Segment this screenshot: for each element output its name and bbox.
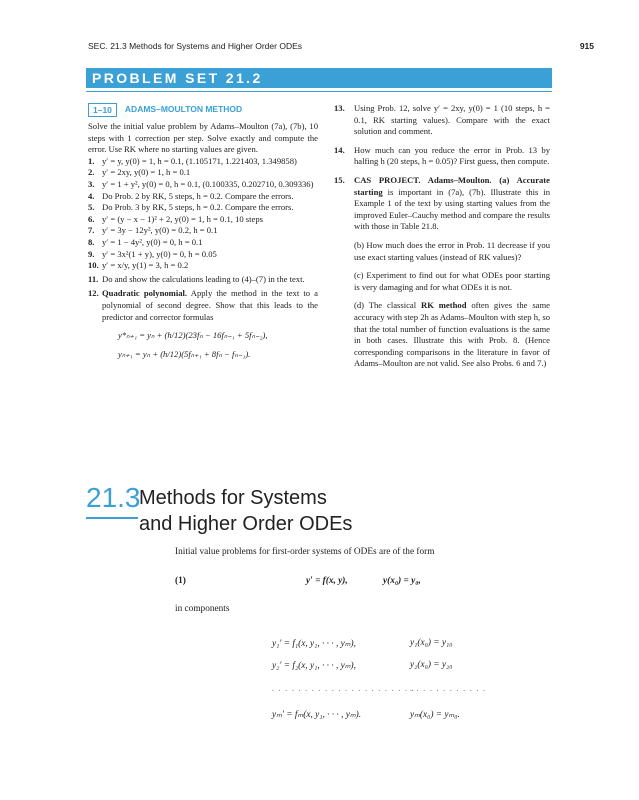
problem-15 (334, 175, 550, 233)
problem-15-part-c: (c) Experiment to find out for what ODEs poor starting is very damaging and for what ODEs it is not. (354, 270, 550, 292)
problem-text: y′ = 3x²(1 + y), y(0) = 0, h = 0.05 (102, 248, 217, 259)
corrector-formula: yₙ₊₁ = yₙ + (h/12)(5fₙ₊₁ + 8fₙ − fₙ₋₁). (118, 349, 251, 360)
problem-text: Do Prob. 3 by RK, 5 steps, h = 0.2. Compare the errors. (102, 202, 294, 213)
problem-number: 2. (88, 167, 95, 178)
problem-12 (88, 288, 318, 323)
problem-4 (88, 191, 318, 203)
problem-11 (88, 274, 318, 286)
banner-rule (86, 91, 552, 92)
section-intro: Initial value problems for first-order systems of ODEs are of the form (175, 547, 435, 557)
part-d-label: (d) The classical (354, 300, 417, 311)
problem-text: Do and show the calculations leading to (4)–(7) in the text. (102, 273, 305, 284)
problem-number: 7. (88, 225, 95, 236)
section-title (139, 485, 469, 537)
predictor-formula: y*ₙ₊₁ = yₙ + (h/12)(23fₙ − 16fₙ₋₁ + 5fₙ₋₂), (118, 330, 268, 341)
problem-number: 14. (334, 144, 345, 155)
part-d-text: often gives the same accuracy with step 2h as Adams–Moulton with step h, so that the total number of function evaluations is the same in both cases. Illustrate this with Prob. 8. (Hence corresponding comparisons in the literature in favor of Adams–Moulton are not valid. See also Probs. 6 and 7.) (354, 300, 550, 369)
problems-instructions: Solve the initial value problem by Adams–Moulton (7a), (7b), 10 steps with 1 correction per step. Solve exactly and compute the error. Use RK where no starting values are given. (88, 121, 318, 155)
problem-text: How much can you reduce the error in Prob. 13 by halfing h (20 steps, h = 0.05)? First guess, then compute. (354, 144, 550, 167)
component-eq-2: y₂′ = f₂(x, y₁, · · · , yₘ), (272, 661, 356, 671)
problem-number: 6. (88, 213, 95, 224)
problem-text: y′ = 2xy, y(0) = 1, h = 0.1 (102, 167, 191, 178)
part-d-bold: RK method (421, 300, 467, 311)
component-ellipsis-left: . . . . . . . . . . . . . . . . . . . . . . (272, 684, 415, 694)
section-number: 21.3 (86, 482, 141, 513)
problem-12-text: Apply the method in the text to a polynomial of second degree. Show that this leads to the predictor and corrector formulas (102, 288, 318, 322)
running-head-title: SEC. 21.3 Methods for Systems and Higher Order ODEs (88, 41, 303, 51)
equation-label: (1) (175, 576, 186, 586)
problem-1 (88, 156, 318, 168)
problem-number: 4. (88, 190, 95, 201)
problem-3 (88, 179, 318, 191)
page-number: 915 (579, 41, 594, 51)
problem-text: Do Prob. 2 by RK, 5 steps, h = 0.2. Compare the errors. (102, 190, 294, 201)
problems-header (88, 103, 318, 117)
component-ic-m: yₘ(x₀) = yₘ₀. (410, 710, 460, 720)
problem-15-part-d (354, 300, 550, 370)
section-title-line1: Methods for Systems (139, 487, 327, 509)
problem-15-part-a-text: is important in (7a), (7b). Illustrate this in Example 1 of the text by using starting values from the improved Euler–Cauchy method and compare the results with those in Table 21.8. (354, 186, 550, 232)
problems-heading: ADAMS–MOULTON METHOD (124, 104, 243, 115)
problem-number: 13. (334, 103, 345, 113)
problem-range-badge: 1–10 (88, 103, 117, 117)
problems-right-column (334, 103, 550, 377)
problem-text: Using Prob. 12, solve y′ = 2xy, y(0) = 1 (10 steps, h = 0.1, RK starting values). Compare with the exact solution and comment. (354, 103, 550, 137)
problem-7 (88, 225, 318, 237)
problem-15-part-b: (b) How much does the error in Prob. 11 decrease if you use exact starting values (instead of RK values)? (354, 239, 550, 262)
component-eq-1: y₁′ = f₁(x, y₁, · · · , yₘ), (272, 639, 356, 649)
problem-12-title: Quadratic polynomial. (102, 288, 188, 299)
problem-text: y′ = x/y, y(1) = 3, h = 0.2 (102, 260, 189, 271)
problem-12-body (102, 288, 318, 323)
problem-text: y′ = 3y − 12y², y(0) = 0.2, h = 0.1 (102, 225, 218, 236)
problems-left-column (88, 103, 318, 361)
problem-text: y′ = 1 + y², y(0) = 0, h = 0.1, (0.100335, 0.202710, 0.309336) (102, 178, 314, 189)
problem-number: 12. (88, 288, 99, 299)
in-components-text: in components (175, 604, 230, 614)
problem-number: 8. (88, 236, 95, 247)
problem-13 (334, 103, 550, 138)
problem-text: y′ = (y − x − 1)² + 2, y(0) = 1, h = 0.1, 10 steps (102, 213, 263, 224)
problem-8 (88, 237, 318, 249)
component-ellipsis-right: . . . . . . . . . . . . (410, 684, 487, 694)
problem-14 (334, 145, 550, 168)
component-ic-2: y₂(x₀) = y₂₀ (410, 660, 453, 670)
problem-number: 11. (88, 273, 99, 284)
problem-15-part-a-label: (a) Accurate starting (354, 174, 550, 197)
component-eq-m: yₘ′ = fₘ(x, y₁, · · · , yₘ). (272, 710, 362, 720)
problem-set-label: PROBLEM SET 21.2 (92, 70, 263, 86)
problem-number: 15. (334, 174, 345, 185)
section-title-line2: and Higher Order ODEs (139, 513, 353, 535)
problem-number: 9. (88, 248, 95, 259)
problem-text: y′ = 1 − 4y², y(0) = 0, h = 0.1 (102, 236, 203, 247)
problem-number: 1. (88, 155, 95, 166)
problem-2 (88, 167, 318, 179)
component-ic-1: y₁(x₀) = y₁₀ (410, 638, 453, 648)
problem-text: y′ = y, y(0) = 1, h = 0.1, (1.105171, 1.221403, 1.349858) (102, 155, 297, 166)
problem-6 (88, 214, 318, 226)
section-rule (86, 517, 138, 519)
problem-15-title: CAS PROJECT. Adams–Moulton. (354, 174, 492, 185)
problem-number: 10. (88, 260, 99, 271)
problem-set-banner (86, 68, 552, 88)
system-equation: y′ = f(x, y), (306, 576, 348, 586)
problem-number: 5. (88, 202, 95, 213)
problem-5 (88, 202, 318, 214)
problem-number: 3. (88, 178, 95, 189)
problem-15-body (354, 175, 550, 233)
problem-10 (88, 260, 318, 272)
problem-9 (88, 249, 318, 261)
system-initial-condition: y(x₀) = y₀, (383, 576, 421, 586)
